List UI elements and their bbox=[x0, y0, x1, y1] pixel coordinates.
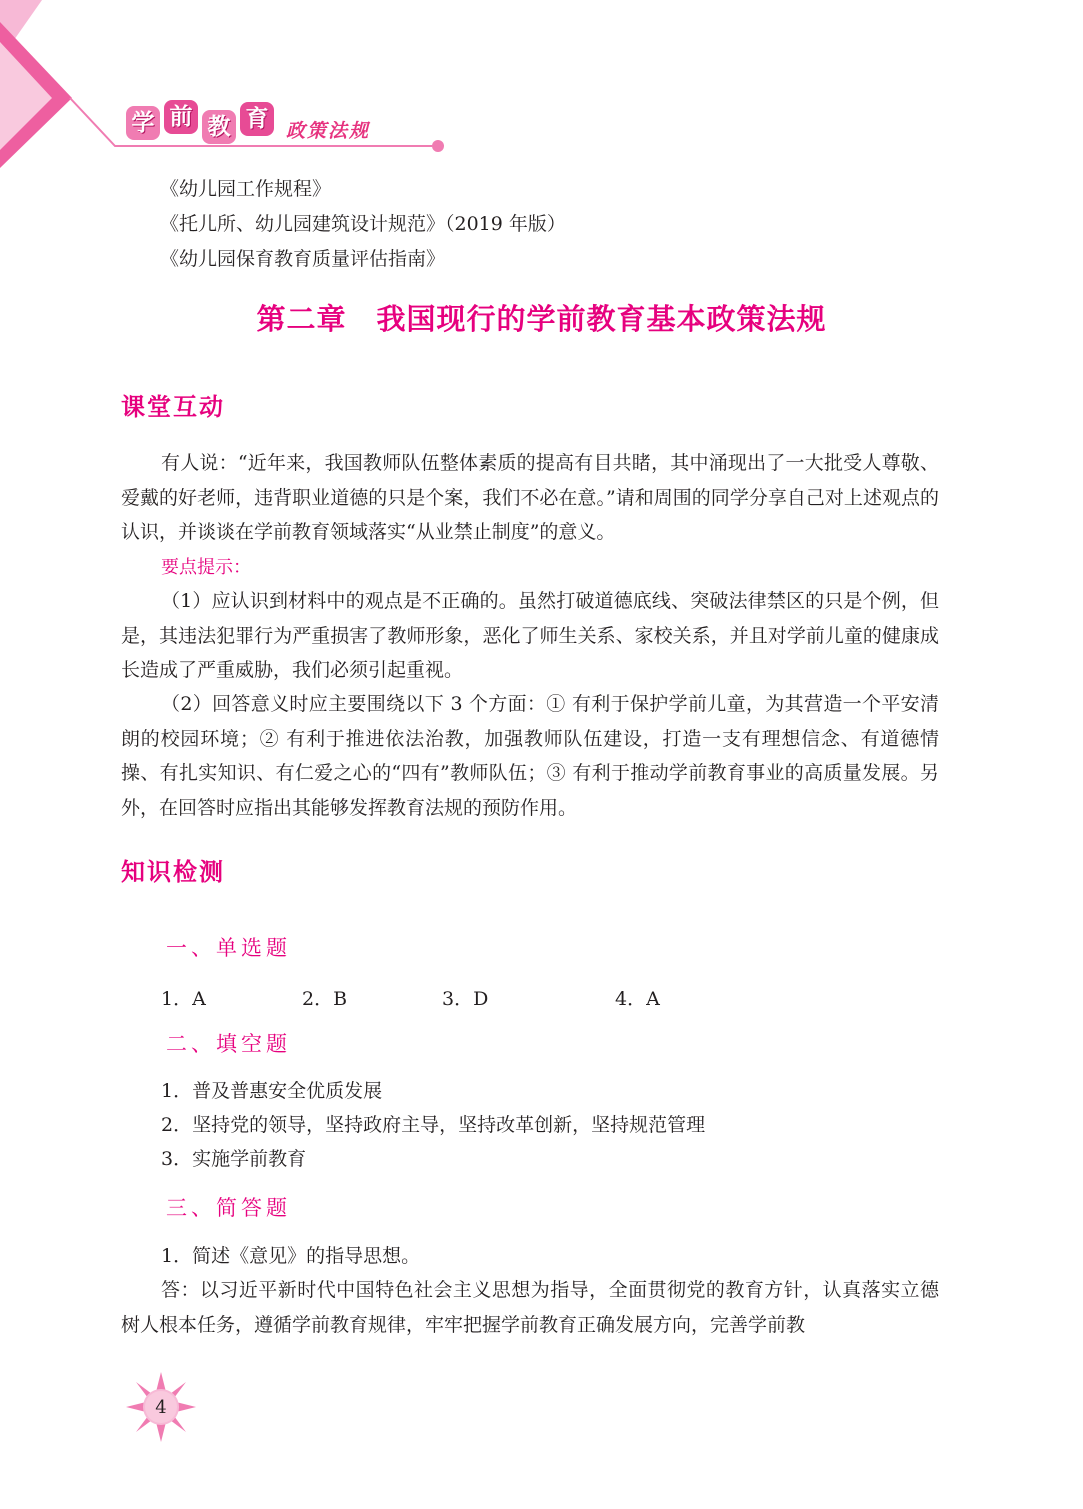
header-char: 育 bbox=[240, 102, 274, 136]
section-heading-classroom: 课堂互动 bbox=[121, 392, 225, 421]
hint-point-1: （1）应认识到材料中的观点是不正确的。虽然打破道德底线、突破法律禁区的只是个例，但是，其违法犯罪行为严重损害了教师形象，恶化了师生关系、家校关系，并且对学前儿童的健康成长造成了严重威胁，我们必须引起重视。 bbox=[121, 590, 939, 681]
answer-item: 1．A bbox=[161, 988, 206, 1010]
fill-blank-answer: 3．实施学前教育 bbox=[161, 1148, 307, 1170]
hint-label: 要点提示： bbox=[161, 557, 251, 578]
subheading-single-choice: 一、单选题 bbox=[166, 936, 291, 960]
subheading-short-answer: 三、简答题 bbox=[166, 1196, 291, 1220]
reference-list bbox=[160, 172, 566, 277]
answer-item: 4．A bbox=[615, 988, 660, 1010]
chapter-title: 第二章 我国现行的学前教育基本政策法规 bbox=[256, 302, 827, 336]
fill-blank-answer: 1．普及普惠安全优质发展 bbox=[161, 1080, 383, 1102]
fill-blank-answer: 2．坚持党的领导，坚持政府主导，坚持改革创新，坚持规范管理 bbox=[161, 1114, 706, 1136]
reference-item: 《幼儿园工作规程》 bbox=[160, 178, 332, 200]
header-char: 教 bbox=[202, 110, 236, 144]
header-subtitle: 政策法规 bbox=[286, 120, 371, 142]
page-number: 4 bbox=[155, 1397, 167, 1418]
header-series-title bbox=[126, 104, 370, 148]
hint-point-2: （2）回答意义时应主要围绕以下 3 个方面：① 有利于保护学前儿童，为其营造一个平安清朗的校园环境；② 有利于推进依法治教，加强教师队伍建设，打造一支有理想信念、有道德情操、有扎实知识、有仁爱之心的“四有”教师队伍；③ 有利于推动学前教育事业的高质量发展。另外，在回答时应指出其能够发挥教育法规的预防作用。 bbox=[121, 693, 939, 819]
header-char: 学 bbox=[126, 106, 160, 140]
subheading-fill-blank: 二、填空题 bbox=[166, 1032, 291, 1056]
header-line-dot bbox=[432, 140, 444, 152]
reference-item: 《幼儿园保育教育质量评估指南》 bbox=[160, 248, 446, 270]
answer-item: 3．D bbox=[442, 988, 489, 1010]
header-char: 前 bbox=[164, 100, 198, 134]
short-answer-text: 答：以习近平新时代中国特色社会主义思想为指导，全面贯彻党的教育方针，认真落实立德树人根本任务，遵循学前教育规律，牢牢把握学前教育正确发展方向，完善学前教 bbox=[121, 1279, 939, 1336]
reference-item: 《托儿所、幼儿园建筑设计规范》（2019 年版） bbox=[160, 213, 566, 235]
answer-item: 2．B bbox=[302, 988, 348, 1010]
section-heading-knowledge: 知识检测 bbox=[121, 857, 225, 886]
classroom-intro: 有人说：“近年来，我国教师队伍整体素质的提高有目共睹，其中涌现出了一大批受人尊敬、爱戴的好老师，违背职业道德的只是个案，我们不必在意。”请和周围的同学分享自己对上述观点的认识，并谈谈在学前教育领域落实“从业禁止制度”的意义。 bbox=[121, 452, 939, 543]
short-answer-question: 1．简述《意见》的指导思想。 bbox=[161, 1245, 421, 1267]
